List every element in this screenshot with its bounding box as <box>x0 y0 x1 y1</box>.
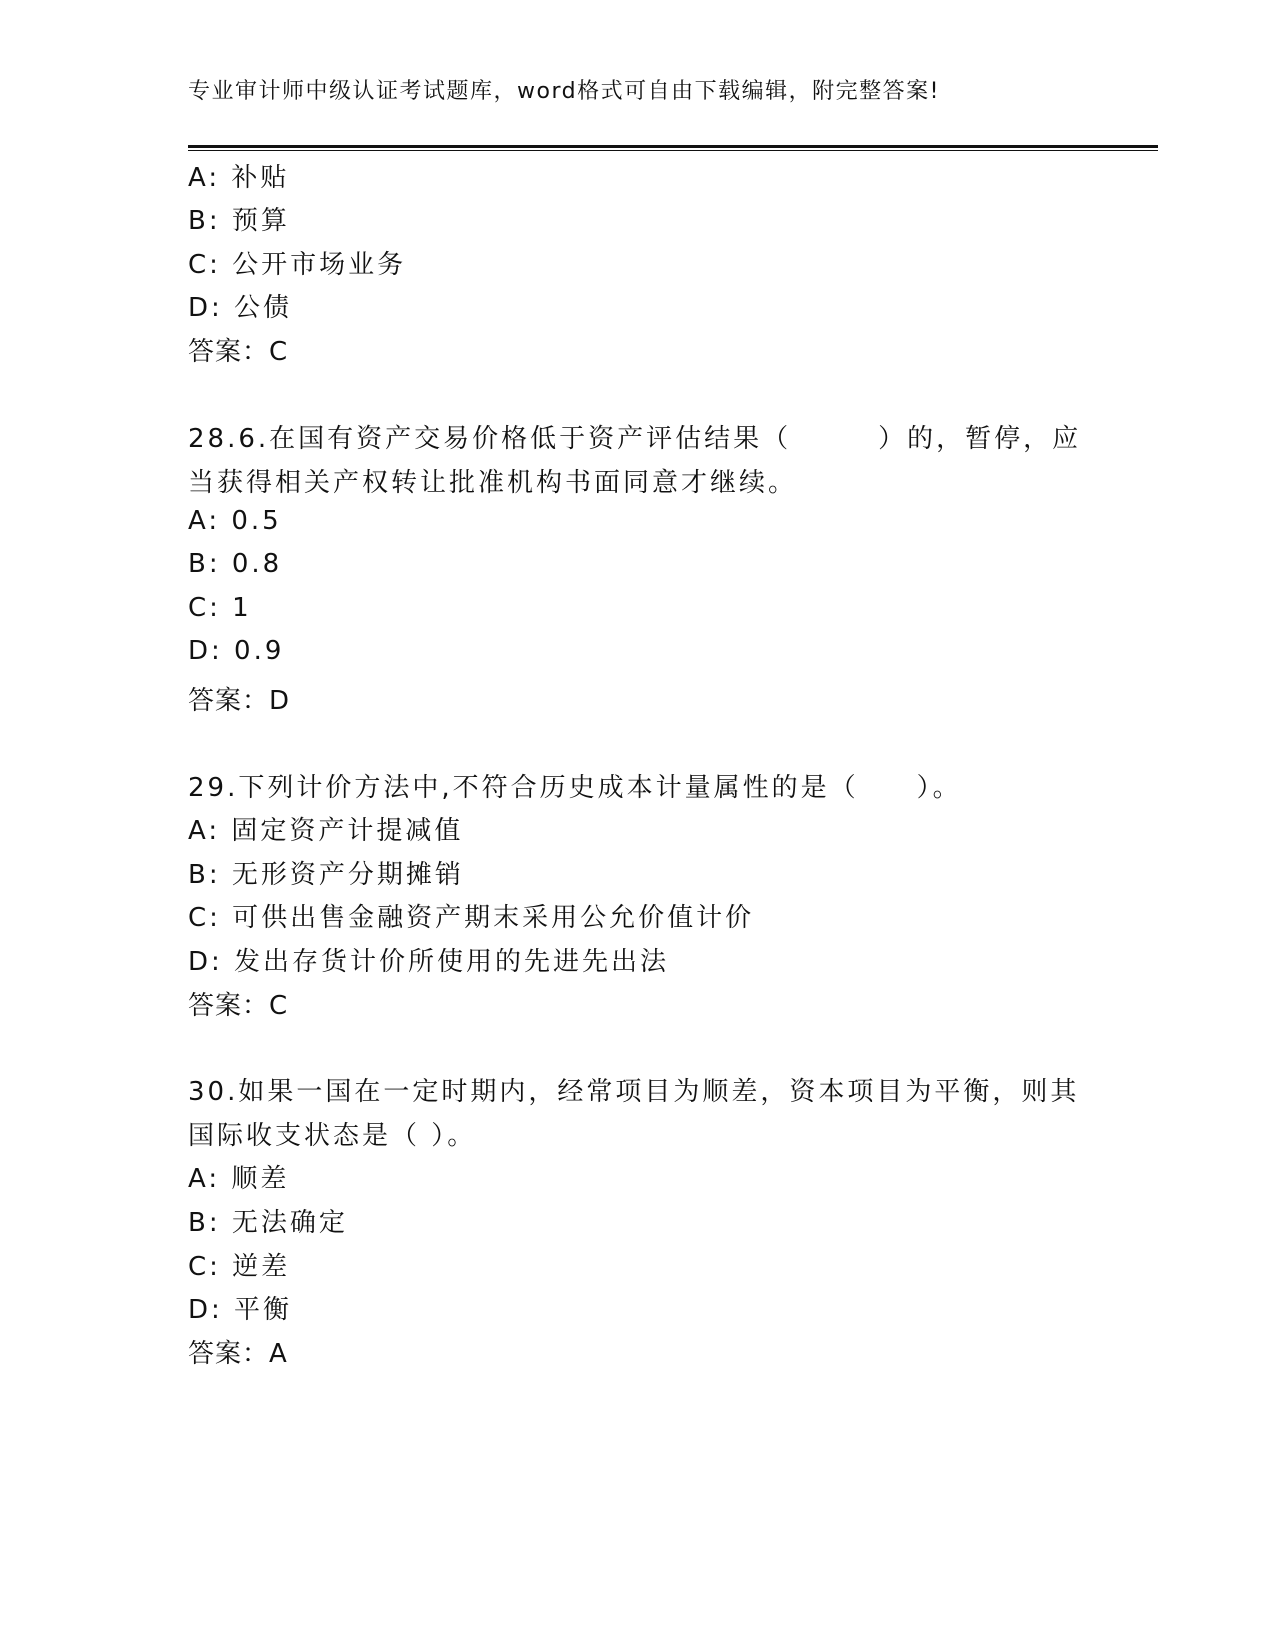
q28-answer: 答案：D <box>188 686 291 716</box>
header-rule-thin <box>188 150 1158 151</box>
q27-option-a: A: 补贴 <box>188 163 290 193</box>
q27-option-b: B: 预算 <box>188 206 290 236</box>
page-header: 专业审计师中级认证考试题库，word格式可自由下载编辑，附完整答案! <box>188 79 940 104</box>
q30-option-a: A: 顺差 <box>188 1164 290 1194</box>
q30-stem-line2: 国际收支状态是（ ）。 <box>188 1121 477 1151</box>
q28-option-d: D: 0.9 <box>188 636 285 666</box>
q29-option-b: B: 无形资产分期摊销 <box>188 860 464 890</box>
q30-option-d: D: 平衡 <box>188 1295 293 1325</box>
q29-option-a: A: 固定资产计提减值 <box>188 816 464 846</box>
q27-option-d: D: 公债 <box>188 293 293 323</box>
q28-stem-line1: 28.6.在国有资产交易价格低于资产评估结果（ ）的，暂停，应 <box>188 424 1082 454</box>
q28-stem-line2: 当获得相关产权转让批准机构书面同意才继续。 <box>188 468 798 498</box>
q28-option-a: A: 0.5 <box>188 506 282 536</box>
q27-option-c: C: 公开市场业务 <box>188 250 407 280</box>
q29-answer: 答案：C <box>188 991 289 1021</box>
q29-option-d: D: 发出存货计价所使用的先进先出法 <box>188 947 670 977</box>
q29-stem-line1: 29.下列计价方法中,不符合历史成本计量属性的是（ ）。 <box>188 773 962 803</box>
q30-stem-line1: 30.如果一国在一定时期内，经常项目为顺差，资本项目为平衡，则其 <box>188 1077 1080 1107</box>
q30-option-b: B: 无法确定 <box>188 1208 348 1238</box>
q30-option-c: C: 逆差 <box>188 1252 291 1282</box>
q27-answer: 答案：C <box>188 337 289 367</box>
q28-option-b: B: 0.8 <box>188 549 283 579</box>
q28-option-c: C: 1 <box>188 593 252 623</box>
header-rule-thick <box>188 145 1158 148</box>
q30-answer: 答案：A <box>188 1339 288 1369</box>
q29-option-c: C: 可供出售金融资产期末采用公允价值计价 <box>188 903 755 933</box>
